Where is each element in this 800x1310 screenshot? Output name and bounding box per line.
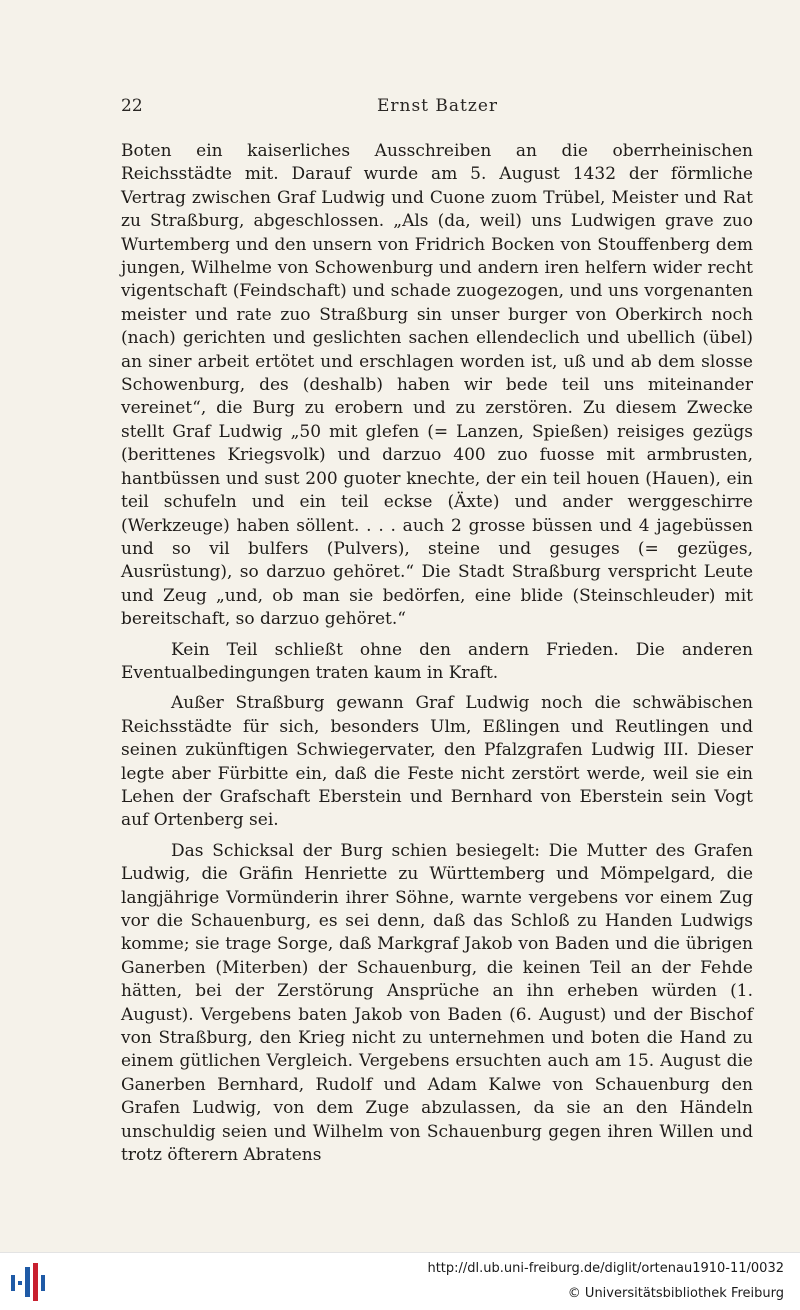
paragraph-1: Boten ein kaiserliches Ausschreiben an die oberrheinischen Reichsstädte mit. Darauf wurde am 5. August 1432 der förmliche Vertrag zwischen Graf Ludwig und Cuone zuom Trübel, Meister und Rat zu Straßburg, abgeschlossen. „Als (da, weil) uns Ludwigen grave zuo Wurtemberg und den unsern von Fridrich Bocken von Stouffenberg dem jungen, Wilhelme von Schowenburg und andern iren helfern wider recht vigentschaft (Feindschaft) und schade zuogezogen, und uns vorgenanten meister und rate zuo Straßburg sin unser burger von Oberkirch noch (nach) gerichten und geslichten sachen ellendeclich und ubellich (übel) an siner arbeit ertötet und erschlagen worden ist, uß und ab dem slosse Schowenburg, des (deshalb) haben wir bede teil uns miteinander vereinet“, die Burg zu erobern und zu zerstören. Zu diesem Zwecke stellt Graf Ludwig „50 mit glefen (= Lanzen, Spießen) reisiges gezügs (berittenes Kriegsvolk) und darzuo 400 zuo fuosse mit armbrusten, hantbüssen und sust 200 guoter knechte, der ein teil houen (Hauen), ein teil schufeln und ein teil eckse (Äxte) und ander werggeschirre (Werkzeuge) haben söllent. . . . auch 2 grosse büssen und 4 jagebüssen und so vil bulfers (Pulvers), steine und gesuges (= gezüges, Ausrüstung), so darzuo gehöret.“ Die Stadt Straßburg verspricht Leute und Zeug „und, ob man sie bedörfen, eine blide (Steinschleuder) mit bereitschaft, so darzuo gehöret.“ (121, 141, 753, 630)
page-header (121, 96, 754, 122)
source-url-link[interactable]: http://dl.ub.uni-freiburg.de/diglit/ortenau1910-11/0032 (427, 1261, 784, 1276)
paragraph-4: Das Schicksal der Burg schien besiegelt: Die Mutter des Grafen Ludwig, die Gräfin Henriette zu Württemberg und Mömpelgard, die langjährige Vormünderin ihrer Söhne, warnte vergebens vor einem Zug vor die Schauenburg, es sei denn, daß das Schloß zu Handen Ludwigs komme; sie trage Sorge, daß Markgraf Jakob von Baden und die übrigen Ganerben (Miterben) der Schauenburg, die keinen Teil an der Fehde hätten, bei der Zerstörung Ansprüche an ihn erheben würden (1. August). Vergebens baten Jakob von Baden (6. August) und der Bischof von Straßburg, den Krieg nicht zu unternehmen und boten die Hand zu einem gütlichen Vergleich. Vergebens ersuchten auch am 15. August die Ganerben Bernhard, Rudolf und Adam Kalwe von Schauenburg den Grafen Ludwig, von dem Zuge abzulassen, da sie an den Händeln unschuldig seien und Wilhelm von Schauenburg gegen ihren Willen und trotz öfterern Abratens (121, 840, 753, 1166)
body-text (121, 140, 753, 1167)
ub-freiburg-logo-icon (8, 1261, 52, 1303)
paragraph-2: Kein Teil schließt ohne den andern Frieden. Die anderen Eventualbedingungen traten kaum in Kraft. (121, 639, 753, 683)
paragraph-3: Außer Straßburg gewann Graf Ludwig noch die schwäbischen Reichsstädte für sich, besonders Ulm, Eßlingen und Reutlingen und seinen zukünftigen Schwiegervater, den Pfalzgrafen Ludwig III. Dieser legte aber Fürbitte ein, daß die Feste nicht zerstört werde, weil sie ein Lehen der Grafschaft Eberstein und Bernhard von Eberstein sein Vogt auf Ortenberg sei. (121, 693, 753, 831)
running-title: Ernst Batzer (376, 96, 499, 116)
copyright-notice: © Universitätsbibliothek Freiburg (567, 1286, 784, 1301)
viewer-footer (0, 1252, 800, 1310)
page-number: 22 (121, 96, 143, 116)
